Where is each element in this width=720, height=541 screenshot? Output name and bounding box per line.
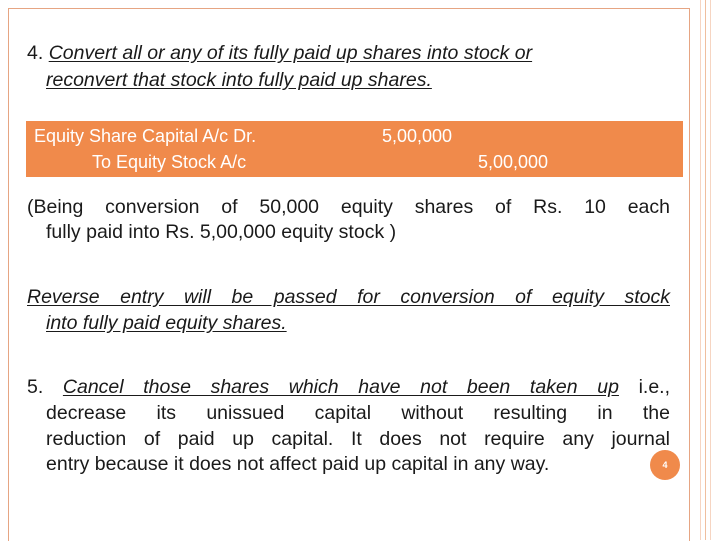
item-4-line1 bbox=[27, 41, 687, 65]
reverse-entry-line2: into fully paid equity shares. bbox=[46, 312, 287, 334]
item-5-line3: reduction of paid up capital. It does not require any journal bbox=[46, 428, 670, 450]
journal-entry-band bbox=[26, 121, 683, 177]
reverse-entry-line1: Reverse entry will be passed for conversion of equity stock bbox=[27, 286, 670, 308]
item-5-number: 5. bbox=[27, 376, 44, 398]
item-5-suffix: i.e., bbox=[618, 376, 671, 398]
item-4-text: Convert all or any of its fully paid up shares into stock or bbox=[48, 42, 533, 64]
credit-amount: 5,00,000 bbox=[478, 152, 549, 172]
item-5-line1 bbox=[27, 375, 670, 399]
item-4-line2: reconvert that stock into fully paid up shares. bbox=[46, 69, 432, 91]
debit-account: Equity Share Capital A/c Dr. bbox=[34, 126, 257, 146]
decorative-strip bbox=[696, 0, 720, 540]
item-4-number: 4. bbox=[27, 42, 44, 64]
item-5-underlined: Cancel those shares which have not been taken up bbox=[62, 376, 619, 398]
debit-amount: 5,00,000 bbox=[382, 126, 453, 146]
item-5-line2: decrease its unissued capital without resulting in the bbox=[46, 402, 670, 424]
slide-number-badge: 4 bbox=[650, 450, 680, 480]
narration-line1: (Being conversion of 50,000 equity shares of Rs. 10 each bbox=[27, 196, 670, 218]
credit-account: To Equity Stock A/c bbox=[92, 152, 247, 172]
item-5-line4: entry because it does not affect paid up capital in any way. bbox=[46, 453, 550, 475]
narration-line2: fully paid into Rs. 5,00,000 equity stock ) bbox=[46, 221, 397, 243]
